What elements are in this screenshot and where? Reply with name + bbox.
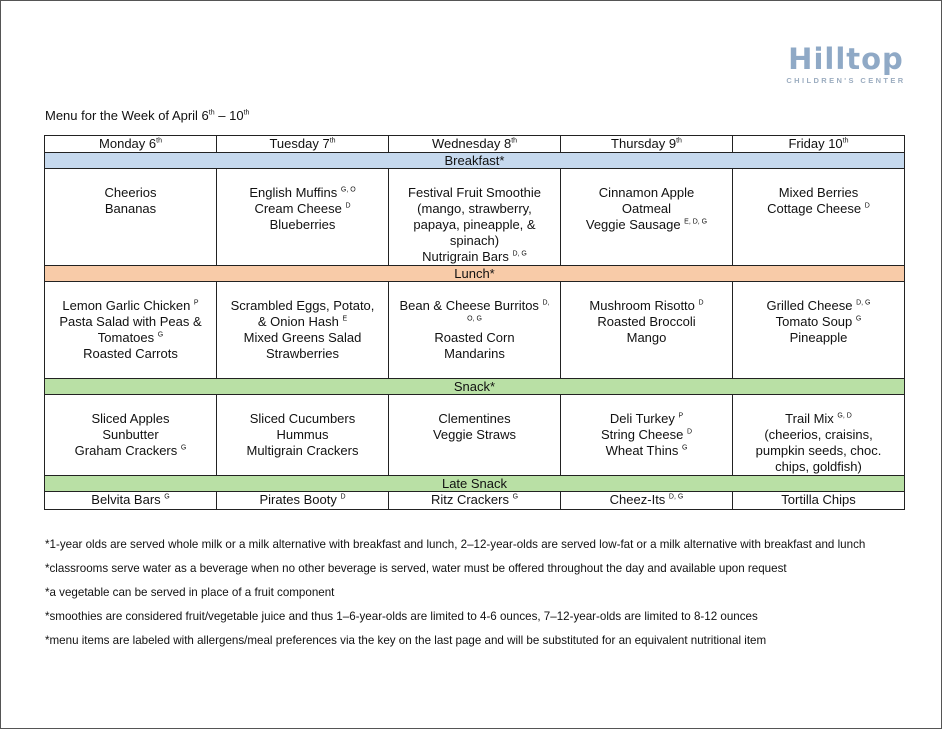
allergen-code: P — [678, 412, 684, 420]
menu-item-text: Oatmeal — [621, 201, 672, 216]
menu-item — [219, 346, 386, 362]
footnotes — [45, 537, 909, 657]
day-header: Friday 10th — [733, 136, 905, 153]
menu-cell — [733, 395, 905, 476]
menu-item — [563, 492, 730, 508]
menu-item — [735, 201, 902, 217]
menu-cell — [389, 169, 561, 266]
allergen-code: D — [698, 299, 704, 307]
menu-item-text: Ritz Crackers — [430, 492, 513, 507]
menu-item — [47, 492, 214, 508]
menu-item-text: Mixed Greens Salad — [243, 330, 362, 345]
menu-item — [391, 298, 558, 314]
allergen-code: D — [686, 428, 693, 436]
late-snack-band — [45, 476, 905, 492]
menu-item-text: English Muffins — [249, 185, 341, 200]
menu-item — [735, 427, 902, 443]
menu-item — [47, 298, 214, 314]
allergen-code: D, G — [512, 250, 527, 258]
menu-item — [563, 330, 730, 346]
menu-item — [219, 427, 386, 443]
menu-item-text: Mango — [626, 330, 667, 345]
allergen-code: D, — [542, 299, 550, 307]
menu-item-text: chips, goldfish) — [775, 459, 862, 474]
menu-item-text: Sunbutter — [102, 427, 159, 442]
snack-row — [45, 395, 905, 476]
menu-item-text: Cheez-Its — [609, 492, 669, 507]
menu-item-text: Veggie Sausage — [585, 217, 685, 232]
meal-label: Late Snack — [45, 476, 905, 492]
menu-item — [47, 201, 214, 217]
menu-cell — [733, 169, 905, 266]
menu-item — [735, 492, 902, 508]
menu-item-text: Mushroom Risotto — [589, 298, 699, 313]
allergen-code: E — [342, 315, 348, 323]
menu-cell — [217, 169, 389, 266]
menu-item — [219, 411, 386, 427]
meal-label: Lunch* — [45, 266, 905, 282]
menu-item — [735, 459, 902, 475]
menu-item — [391, 185, 558, 201]
page-title: Menu for the Week of April 6th – 10th — [45, 108, 250, 123]
day-header: Monday 6th — [45, 136, 217, 153]
menu-item — [391, 330, 558, 346]
menu-item-text: Cinnamon Apple — [598, 185, 695, 200]
allergen-code: D — [345, 202, 351, 210]
menu-item-text: Clementines — [438, 411, 511, 426]
menu-cell — [45, 492, 217, 510]
footnote: *1-year olds are served whole milk or a milk alternative with breakfast and lunch, 2–12-year-olds are served low-fat or a milk alternative with breakfast and lunch — [45, 538, 866, 551]
menu-item — [735, 298, 902, 314]
menu-item — [563, 217, 730, 233]
menu-item — [47, 411, 214, 427]
menu-item-text: Sliced Apples — [91, 411, 170, 426]
weekly-menu-table — [44, 135, 905, 510]
allergen-code: G — [180, 444, 187, 452]
menu-item-text: Cottage Cheese — [767, 201, 865, 216]
menu-item — [391, 411, 558, 427]
menu-item-text: Graham Crackers — [74, 443, 181, 458]
menu-item-text: Roasted Carrots — [83, 346, 178, 361]
menu-item-text: Lemon Garlic Chicken — [62, 298, 194, 313]
allergen-code: D, G — [856, 299, 871, 307]
menu-item — [47, 427, 214, 443]
menu-item — [219, 201, 386, 217]
menu-item-text: spinach) — [449, 233, 500, 248]
menu-item — [47, 346, 214, 362]
menu-item — [391, 217, 558, 233]
menu-item-text: Grilled Cheese — [766, 298, 857, 313]
menu-item — [47, 314, 214, 330]
menu-cell — [45, 169, 217, 266]
snack-band — [45, 379, 905, 395]
menu-item-text: Pirates Booty — [259, 492, 341, 507]
menu-cell — [561, 395, 733, 476]
allergen-code: G, O — [340, 186, 356, 194]
menu-cell — [217, 492, 389, 510]
menu-cell — [389, 282, 561, 379]
menu-item-text: Cream Cheese — [254, 201, 346, 216]
allergen-code: D — [340, 493, 346, 501]
menu-cell — [561, 169, 733, 266]
menu-item — [47, 185, 214, 201]
menu-item-text: Roasted Broccoli — [597, 314, 696, 329]
day-header: Thursday 9th — [561, 136, 733, 153]
menu-item — [391, 249, 558, 265]
menu-item — [735, 330, 902, 346]
menu-cell — [45, 282, 217, 379]
day-header-row — [45, 136, 905, 153]
meal-label: Snack* — [45, 379, 905, 395]
menu-item-text: Pasta Salad with Peas & — [59, 314, 202, 329]
day-header: Tuesday 7th — [217, 136, 389, 153]
menu-cell — [389, 395, 561, 476]
menu-item — [563, 411, 730, 427]
menu-item-text: Festival Fruit Smoothie — [408, 185, 541, 200]
menu-item — [219, 443, 386, 459]
menu-cell — [733, 282, 905, 379]
menu-item — [219, 330, 386, 346]
menu-item-text: Deli Turkey — [609, 411, 679, 426]
footnote: *classrooms serve water as a beverage when no other beverage is served, water must be offered throughout the day and available upon request — [45, 562, 787, 575]
menu-item-text: Strawberries — [266, 346, 339, 361]
menu-item-text: Multigrain Crackers — [246, 443, 359, 458]
allergen-code: D, G — [668, 493, 684, 501]
menu-item-text: Tomatoes — [97, 330, 158, 345]
menu-item-text: & Onion Hash — [257, 314, 343, 329]
menu-item — [47, 330, 214, 346]
menu-item-text: (cheerios, craisins, — [764, 427, 873, 442]
menu-item — [735, 185, 902, 201]
allergen-code: G — [681, 444, 688, 452]
menu-item-text: pumpkin seeds, choc. — [755, 443, 882, 458]
menu-item — [391, 233, 558, 249]
menu-item — [219, 217, 386, 233]
hilltop-logo — [781, 43, 911, 85]
menu-item-text: Mandarins — [444, 346, 505, 361]
allergen-code: G — [164, 493, 170, 501]
menu-item — [391, 314, 558, 330]
menu-item-text: Blueberries — [269, 217, 336, 232]
menu-item-text: String Cheese — [600, 427, 687, 442]
menu-item-text: Bean & Cheese Burritos — [399, 298, 543, 313]
menu-item — [563, 298, 730, 314]
menu-cell — [45, 395, 217, 476]
menu-item — [391, 492, 558, 508]
menu-item — [563, 314, 730, 330]
allergen-code: O, G — [467, 315, 482, 323]
footnote: *menu items are labeled with allergens/meal preferences via the key on the last page and will be substituted for an equivalent nutritional item — [45, 634, 767, 647]
menu-cell — [561, 492, 733, 510]
breakfast-band — [45, 153, 905, 169]
menu-item — [563, 443, 730, 459]
allergen-code: D — [864, 202, 870, 210]
menu-item-text: Tortilla Chips — [781, 492, 856, 507]
menu-item-text: Wheat Thins — [605, 443, 682, 458]
lunch-row — [45, 282, 905, 379]
menu-item-text: Belvita Bars — [91, 492, 165, 507]
menu-item-text: Nutrigrain Bars — [422, 249, 513, 264]
menu-item — [219, 492, 386, 508]
menu-item — [219, 185, 386, 201]
meal-label: Breakfast* — [45, 153, 905, 169]
day-header: Wednesday 8th — [389, 136, 561, 153]
footnote: *a vegetable can be served in place of a fruit component — [45, 586, 335, 599]
menu-item-text: Trail Mix — [785, 411, 838, 426]
menu-item-text: papaya, pineapple, & — [413, 217, 536, 232]
menu-item — [735, 314, 902, 330]
menu-item-text: Bananas — [104, 201, 157, 216]
allergen-code: G, D — [837, 412, 852, 420]
menu-item-text: Hummus — [276, 427, 329, 442]
allergen-code: P — [193, 299, 199, 307]
footnote: *smoothies are considered fruit/vegetable juice and thus 1–6-year-olds are limited to 4-6 ounces, 7–12-year-olds are limited to 8-12 ounces — [45, 610, 758, 623]
menu-item-text: Scrambled Eggs, Potato, — [230, 298, 375, 313]
menu-cell — [217, 395, 389, 476]
menu-item-text: Roasted Corn — [434, 330, 515, 345]
menu-cell — [389, 492, 561, 510]
menu-item-text: Sliced Cucumbers — [249, 411, 356, 426]
menu-item — [219, 314, 386, 330]
allergen-code: G — [855, 315, 862, 323]
menu-item — [391, 427, 558, 443]
menu-item — [563, 185, 730, 201]
allergen-code: G — [157, 331, 164, 339]
allergen-code: E, D, G — [684, 218, 708, 226]
menu-item-text: Cheerios — [104, 185, 157, 200]
menu-cell — [217, 282, 389, 379]
menu-item — [391, 346, 558, 362]
late-snack-row — [45, 492, 905, 510]
menu-item-text: Pineapple — [789, 330, 848, 345]
menu-item — [563, 427, 730, 443]
menu-item — [47, 443, 214, 459]
menu-item-text: Tomato Soup — [775, 314, 856, 329]
menu-item — [563, 201, 730, 217]
menu-item-text: Veggie Straws — [432, 427, 517, 442]
allergen-code: G — [512, 493, 519, 501]
logo-name: Hilltop — [788, 42, 904, 76]
menu-item-text: (mango, strawberry, — [417, 201, 532, 216]
menu-cell — [733, 492, 905, 510]
menu-item — [219, 298, 386, 314]
menu-item — [735, 443, 902, 459]
lunch-band — [45, 266, 905, 282]
logo-subtitle: CHILDREN'S CENTER — [786, 76, 906, 85]
menu-item-text: Mixed Berries — [778, 185, 859, 200]
menu-cell — [561, 282, 733, 379]
breakfast-row — [45, 169, 905, 266]
menu-item — [391, 201, 558, 217]
menu-item — [735, 411, 902, 427]
